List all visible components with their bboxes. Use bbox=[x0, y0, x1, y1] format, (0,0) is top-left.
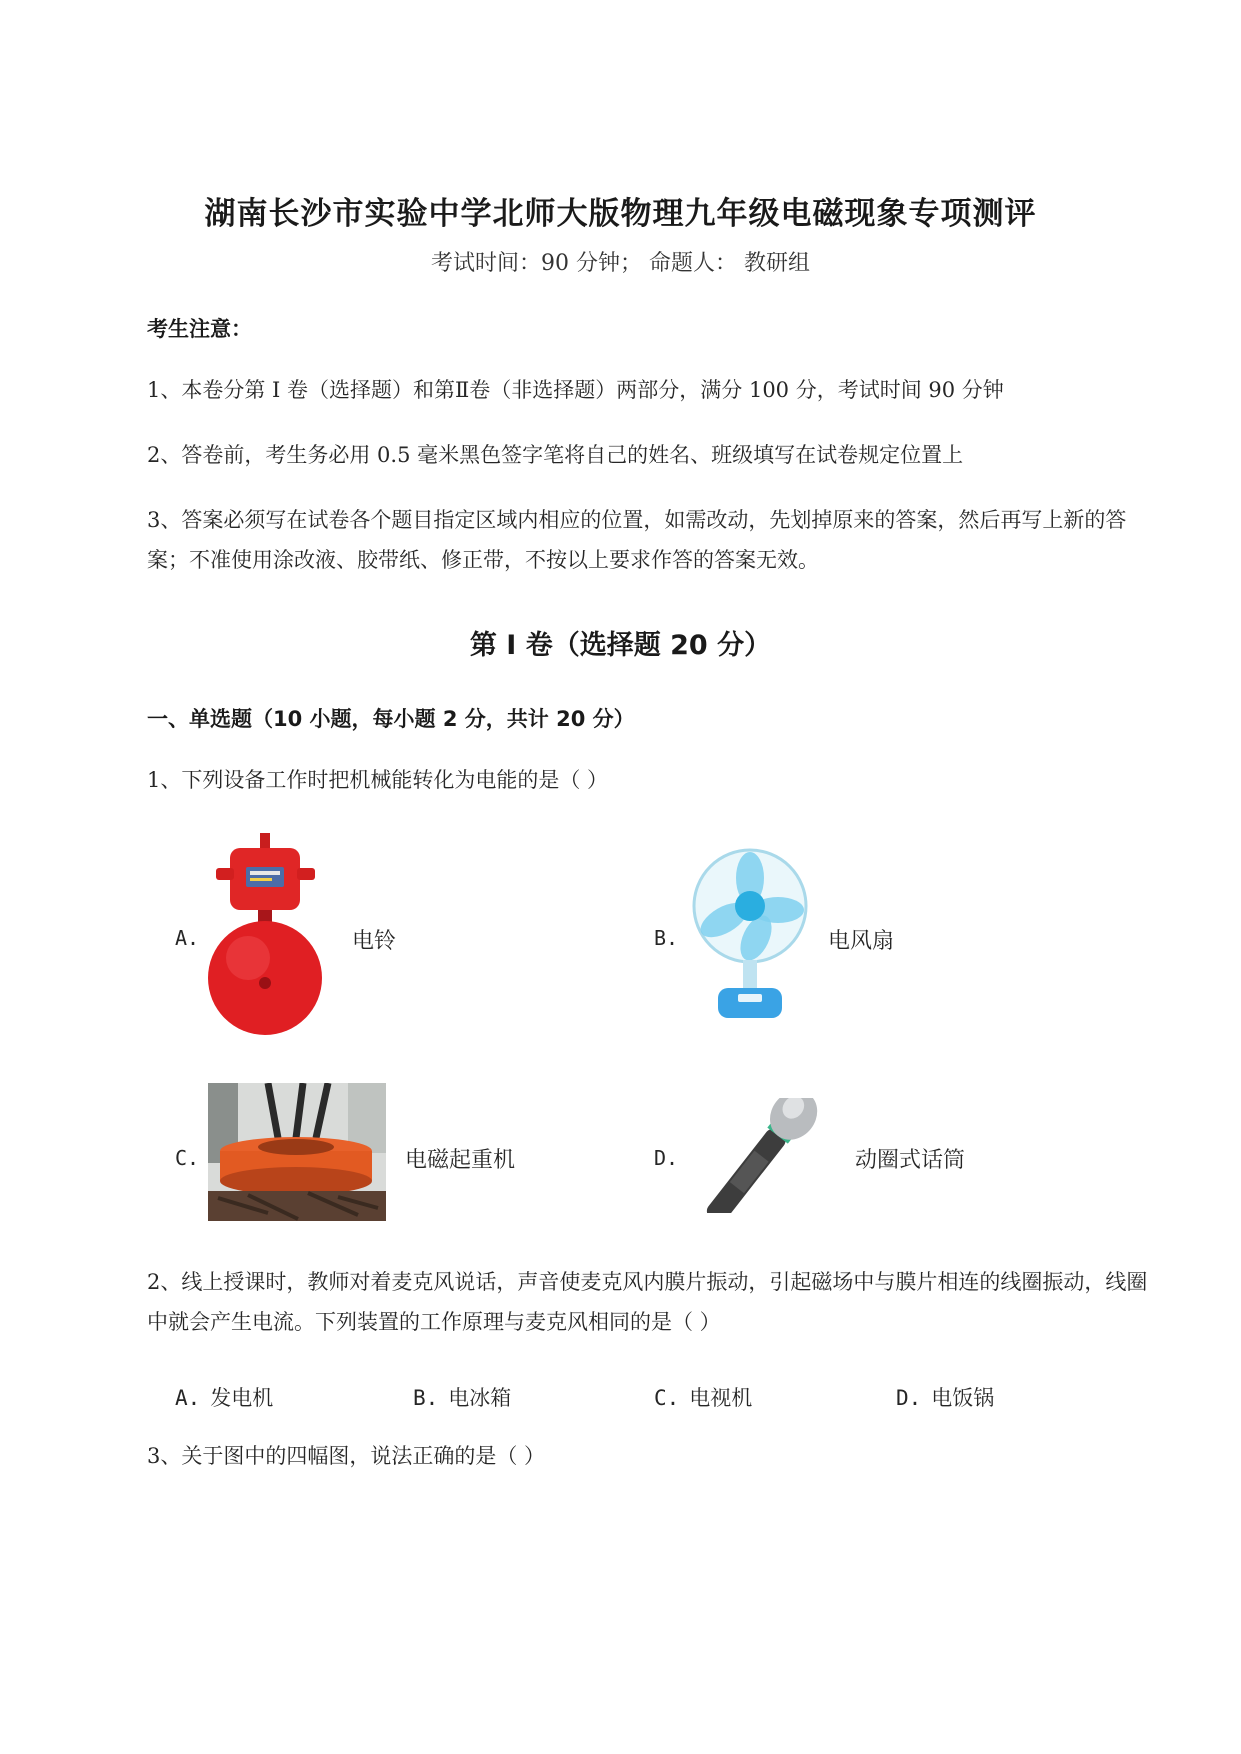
electric-fan-image bbox=[690, 848, 812, 1023]
question-3-text: 3、关于图中的四幅图，说法正确的是（ ） bbox=[147, 1444, 546, 1468]
q2-option-c bbox=[654, 1382, 752, 1412]
q2-option-d-label: 电饭锅 bbox=[931, 1386, 995, 1410]
option-c-label: 电磁起重机 bbox=[405, 1148, 516, 1173]
q2-option-b-letter: B. bbox=[413, 1386, 439, 1410]
section-title: 第 I 卷（选择题 20 分） bbox=[469, 630, 772, 661]
q2-option-b-label: 电冰箱 bbox=[448, 1386, 512, 1410]
q2-option-c-label: 电视机 bbox=[689, 1386, 753, 1410]
question-1-text: 1、下列设备工作时把机械能转化为电能的是（ ） bbox=[147, 768, 609, 792]
q2-option-c-letter: C. bbox=[654, 1386, 680, 1410]
notice-heading: 考生注意： bbox=[147, 317, 252, 341]
q2-option-b bbox=[413, 1382, 511, 1412]
q2-option-a-letter: A. bbox=[175, 1386, 201, 1410]
notice-item-2: 2、答卷前，考生务必用 0.5 毫米黑色签字笔将自己的姓名、班级填写在试卷规定位置上 bbox=[147, 443, 964, 467]
option-a-label: 电铃 bbox=[352, 929, 397, 954]
option-b-letter: B. bbox=[654, 926, 679, 950]
notice-item-3: 3、答案必须写在试卷各个题目指定区域内相应的位置，如需改动，先划掉原来的答案，然后再写上新的答案；不准使用涂改液、胶带纸、修正带，不按以上要求作答的答案无效。 bbox=[147, 508, 1127, 572]
exam-title: 湖南长沙市实验中学北师大版物理九年级电磁现象专项测评 bbox=[204, 196, 1037, 232]
option-c-letter: C. bbox=[175, 1146, 200, 1170]
q2-option-a bbox=[175, 1382, 273, 1412]
option-d-label: 动圈式话筒 bbox=[855, 1148, 966, 1173]
electric-bell-image bbox=[208, 833, 323, 1043]
notice-item-1: 1、本卷分第 I 卷（选择题）和第Ⅱ卷（非选择题）两部分，满分 100 分，考试时间 90 分钟 bbox=[147, 378, 1004, 402]
microphone-image bbox=[690, 1098, 840, 1213]
electromagnetic-crane-image bbox=[208, 1083, 386, 1221]
q2-option-d-letter: D. bbox=[896, 1386, 922, 1410]
q2-option-d bbox=[896, 1382, 994, 1412]
exam-subtitle: 考试时间：90 分钟； 命题人： 教研组 bbox=[431, 251, 810, 276]
question-2-text: 2、线上授课时，教师对着麦克风说话，声音使麦克风内膜片振动，引起磁场中与膜片相连的线圈振动，线圈中就会产生电流。下列装置的工作原理与麦克风相同的是（ ） bbox=[147, 1270, 1148, 1334]
option-b-label: 电风扇 bbox=[828, 929, 895, 954]
q2-option-a-label: 发电机 bbox=[210, 1386, 274, 1410]
part-heading: 一、单选题（10 小题，每小题 2 分，共计 20 分） bbox=[147, 707, 635, 731]
option-a-letter: A. bbox=[175, 926, 200, 950]
option-d-letter: D. bbox=[654, 1146, 679, 1170]
